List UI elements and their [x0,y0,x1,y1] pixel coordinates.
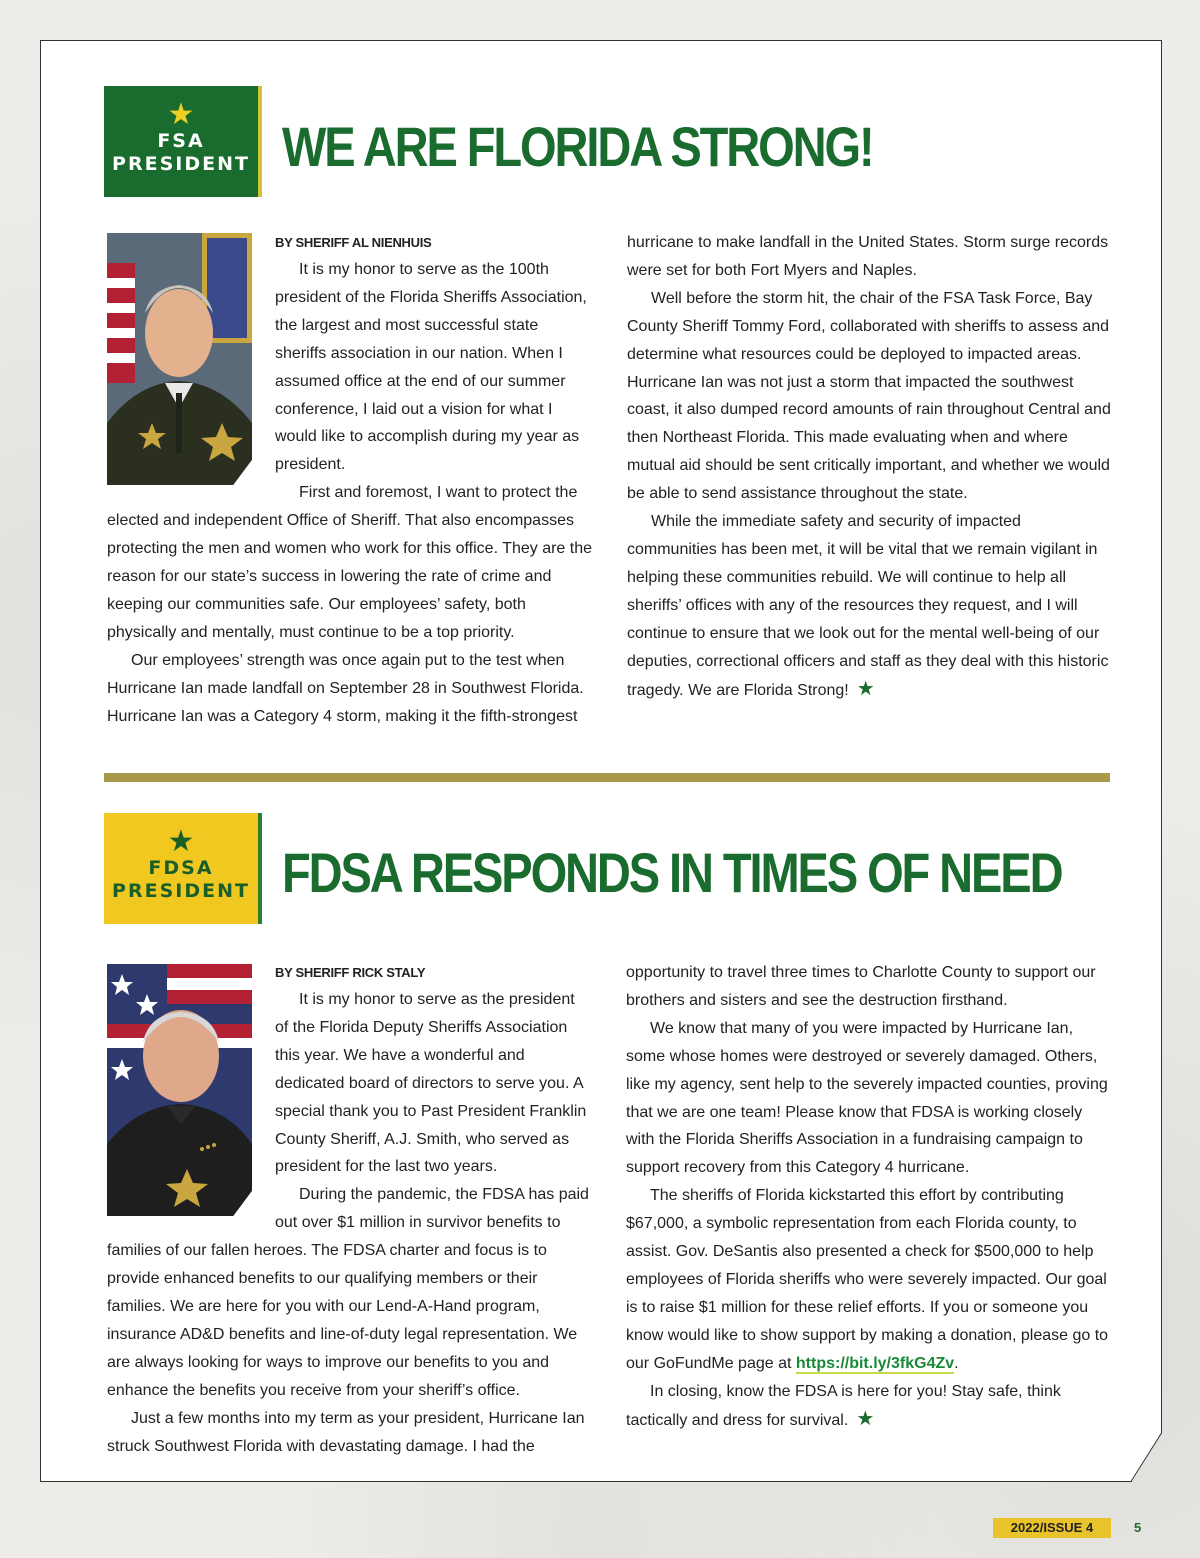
paragraph: opportunity to travel three times to Charlotte County to support our brothers and sisters and see the destruction firsthand. [626,964,1096,1009]
gofundme-link[interactable]: https://bit.ly/3fkG4Zv [795,1354,955,1372]
section1-column-2 [627,229,1112,704]
paragraph: While the immediate safety and security of impacted communities has been met, it will be vital that we remain vigilant in helping these communities rebuild. We will continue to help all sheriffs’ offices with any of the resources they request, and I will continue to ensure that we look out for the mental well-being of our deputies, correctional officers and staff as they deal with this historic tragedy. We are Florida Strong! [627,513,1109,699]
badge-line2: PRESIDENT [112,153,250,175]
paragraph: We know that many of you were impacted by Hurricane Ian, some whose homes were destroyed or severely damaged. Others, like my agency, sent help to the severely impacted counties, proving that we are one team! Please know that FDSA is working closely with the Florida Sheriffs Association in a fundraising campaign to support recovery from this Category 4 hurricane. [626,1019,1108,1177]
paragraph: In closing, know the FDSA is here for you! Stay safe, think tactically and dress for survival. [626,1382,1061,1429]
paragraph: It is my honor to serve as the president of the Florida Deputy Sheriffs Association this year. We have a wonderful and dedicated board of directors to serve you. A special thank you to Past President Franklin County Sheriff, A.J. Smith, who served as president for the last two years. [275,991,587,1176]
photo-float-spacer [107,229,275,487]
badge-line2: PRESIDENT [112,880,250,902]
star-icon: ★ [167,98,195,131]
headline-florida-strong: WE ARE FLORIDA STRONG! [282,115,873,178]
paragraph-donation [626,1182,1111,1377]
paragraph: First and foremost, I want to protect the elected and independent Office of Sheriff. That also encompasses protecting the men and women who work for this office. They are the reason for our state’s success in lowering the rate of crime and keeping our communities safe. Our employees’ safety, both physically and mentally, must continue to be a top priority. [107,484,592,641]
section1-column-1 [107,229,592,730]
badge-line1: FSA [157,130,205,152]
headline-fdsa-responds: FDSA RESPONDS IN TIMES OF NEED [282,841,1062,904]
paragraph-text: The sheriffs of Florida kickstarted this effort by contributing $67,000, a symbolic representation from each Florida county, to assist. Gov. DeSantis also presented a check for $500,000 to help employees of Florida sheriffs who were severely impacted. Our goal is to raise $1 million for these relief efforts. If you or someone you know would like to show support by making a donation, please go to our GoFundMe page at [626,1187,1109,1372]
end-star-icon: ★ [856,1407,875,1430]
section2-column-2 [626,959,1111,1434]
fsa-president-badge [104,86,262,197]
fdsa-president-badge [104,813,262,924]
paragraph: hurricane to make landfall in the United States. Storm surge records were set for both Fort Myers and Naples. [627,234,1109,279]
photo-float-spacer [107,959,275,1217]
section2-column-1 [107,959,592,1460]
end-star-icon: ★ [856,677,875,700]
byline-staly: BY SHERIFF RICK STALY [275,965,426,980]
paragraph: Just a few months into my term as your president, Hurricane Ian struck Southwest Florida with devastating damage. I had the [107,1409,585,1455]
issue-label: 2022/ISSUE 4 [993,1518,1111,1538]
paragraph: Well before the storm hit, the chair of the FSA Task Force, Bay County Sheriff Tommy Ford, collaborated with sheriffs to assess and determine what resources could be deployed to impacted areas. Hurricane Ian was not just a storm that impacted the southwest coast, it also dumped record amounts of rain throughout Central and then Northeast Florida. This made evaluating when and where mutual aid should be sent critically important, and whether we would be able to send assistance throughout the state. [627,289,1111,503]
paragraph-text: . [954,1354,959,1372]
section-divider [104,773,1110,782]
badge-line1: FDSA [148,857,214,879]
byline-nienhuis: BY SHERIFF AL NIENHUIS [275,235,432,250]
page-number: 5 [1134,1520,1142,1535]
paragraph: Our employees’ strength was once again put to the test when Hurricane Ian made landfall on September 28 in Southwest Florida. Hurricane Ian was a Category 4 storm, making it the fifth-strongest [107,651,584,725]
star-icon: ★ [167,825,195,858]
paragraph: It is my honor to serve as the 100th president of the Florida Sheriffs Association, the largest and most successful state sheriffs association in our nation. When I assumed office at the end of our summer conference, I laid out a vision for what I would like to accomplish during my year as president. [275,261,587,474]
paragraph: During the pandemic, the FDSA has paid out over $1 million in survivor benefits to families of our fallen heroes. The FDSA charter and focus is to provide enhanced benefits to our qualifying members or their families. We are here for you with our Lend-A-Hand program, insurance AD&D benefits and line-of-duty legal representation. We are always looking for ways to improve our benefits to you and enhance the benefits you receive from your sheriff’s office. [107,1186,589,1399]
